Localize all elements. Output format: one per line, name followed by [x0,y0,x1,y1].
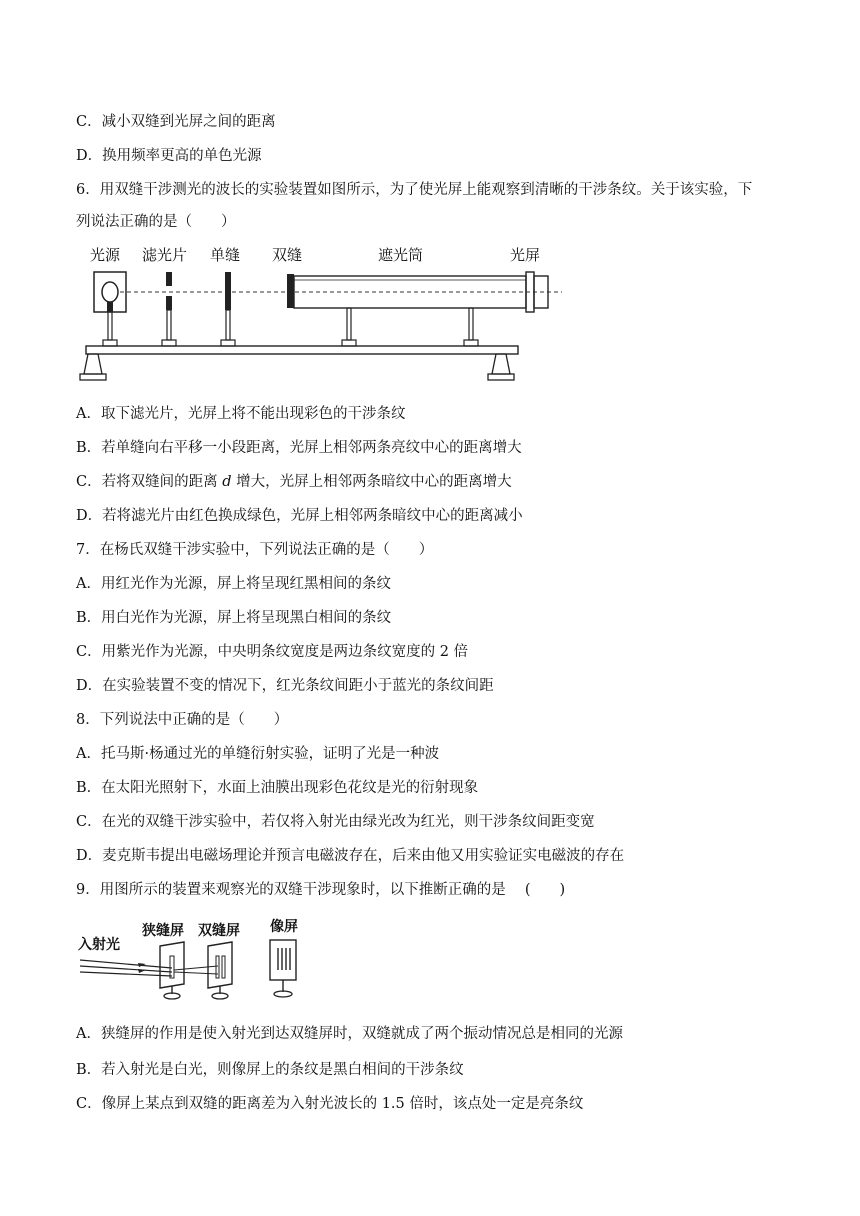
apparatus-drawing [76,236,566,396]
question-9-option-a: A．狭缝屏的作用是使入射光到达双缝屏时，双缝就成了两个振动情况总是相同的光源 [76,1026,623,1042]
option-c-prefix: C．若将双缝间的距离 [76,474,223,490]
label-double-slit-screen: 双缝屏 [198,923,240,939]
question-6-stem: 6．用双缝干涉测光的波长的实验装置如图所示，为了使光屏上能观察到清晰的干涉条纹。关于该实验，下 [76,182,753,198]
label-incident-light: 入射光 [78,937,120,953]
variable-d: d [222,474,232,490]
apparatus-figure-2 [76,912,316,1004]
question-6-option-c [76,472,512,492]
label-filter: 滤光片 [142,246,188,264]
question-6-stem-cont: 列说法正确的是（ ） [76,214,236,230]
label-double-slit: 双缝 [272,246,303,264]
question-8-option-b: B．在太阳光照射下，水面上油膜出现彩色花纹是光的衍射现象 [76,780,479,796]
label-screen: 光屏 [510,246,541,264]
question-7-option-b: B．用白光作为光源，屏上将呈现黑白相间的条纹 [76,610,392,626]
option-text: D．换用频率更高的单色光源 [76,148,262,164]
question-9-option-c: C．像屏上某点到双缝的距离差为入射光波长的 1.5 倍时，该点处一定是亮条纹 [76,1096,584,1112]
question-7-option-d: D．在实验装置不变的情况下，红光条纹间距小于蓝光的条纹间距 [76,678,494,694]
question-8-stem: 8．下列说法中正确的是（ ） [76,712,289,728]
question-6-option-b: B．若单缝向右平移一小段距离，光屏上相邻两条亮纹中心的距离增大 [76,440,522,456]
question-6-option-d: D．若将滤光片由红色换成绿色，光屏上相邻两条暗纹中心的距离减小 [76,508,523,524]
question-8-option-d: D．麦克斯韦提出电磁场理论并预言电磁波存在，后来由他又用实验证实电磁波的存在 [76,848,625,864]
label-light-source: 光源 [90,246,121,264]
label-single-slit: 单缝 [210,246,241,264]
option-c-suffix: 增大，光屏上相邻两条暗纹中心的距离增大 [231,474,512,490]
label-light-tube: 遮光筒 [378,246,424,264]
question-9-stem: 9．用图所示的装置来观察光的双缝干涉现象时，以下推断正确的是 ( ) [76,882,566,898]
question-7-stem: 7．在杨氏双缝干涉实验中，下列说法正确的是（ ） [76,542,434,558]
apparatus-figure-1 [76,236,566,396]
question-6-option-a: A．取下滤光片，光屏上将不能出现彩色的干涉条纹 [76,406,406,422]
option-text: C．减小双缝到光屏之间的距离 [76,114,276,130]
label-image-screen: 像屏 [270,919,298,935]
slit-drawing [76,912,316,1004]
question-8-option-a: A．托马斯·杨通过光的单缝衍射实验，证明了光是一种波 [76,746,440,762]
question-7-option-c: C．用紫光作为光源，中央明条纹宽度是两边条纹宽度的 2 倍 [76,644,469,660]
label-narrow-slit-screen: 狭缝屏 [142,923,184,939]
question-9-option-b: B．若入射光是白光，则像屏上的条纹是黑白相间的干涉条纹 [76,1062,464,1078]
question-7-option-a: A．用红光作为光源，屏上将呈现红黑相间的条纹 [76,576,391,592]
question-8-option-c: C．在光的双缝干涉实验中，若仅将入射光由绿光改为红光，则干涉条纹间距变宽 [76,814,595,830]
